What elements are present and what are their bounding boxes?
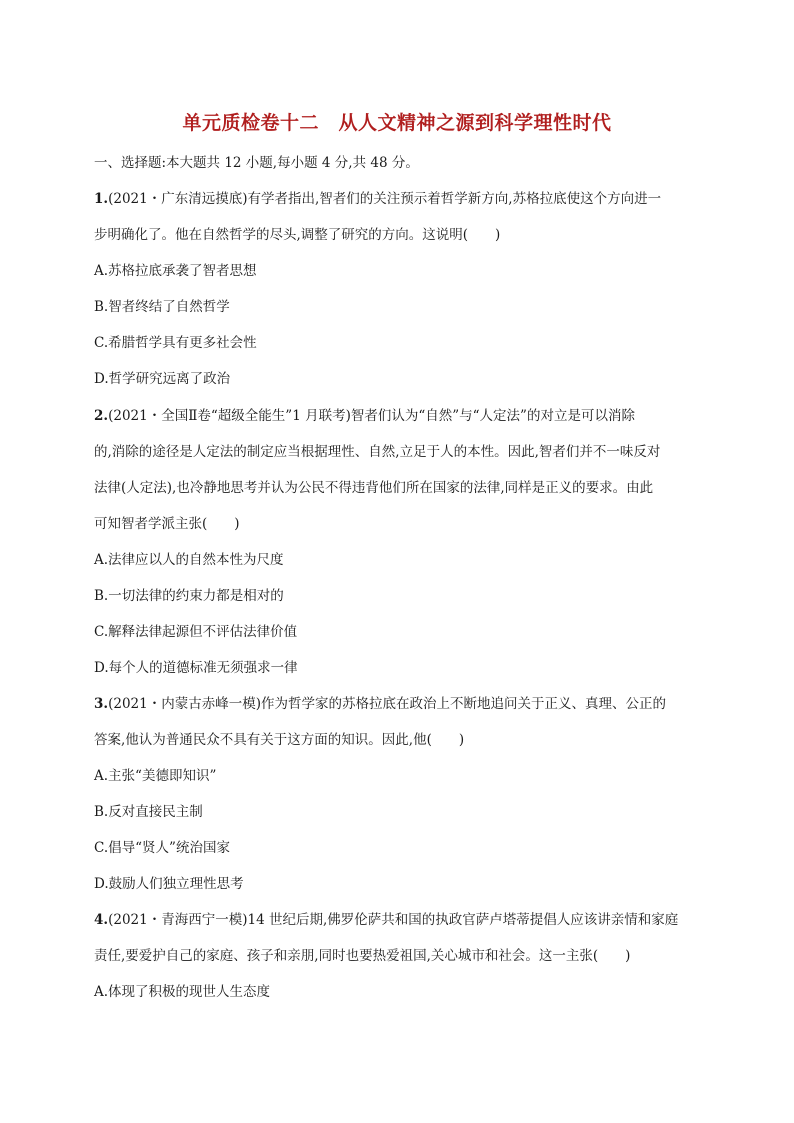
question-1-line-1 <box>94 189 714 209</box>
question-3-line-1 <box>94 694 714 714</box>
question-1-option-a: A.苏格拉底承袭了智者思想 <box>94 263 257 279</box>
question-3-option-c: C.倡导“贤人”统治国家 <box>94 840 230 856</box>
question-text: (2021・内蒙古赤峰一模)作为哲学家的苏格拉底在政治上不断地追问关于正义、真理、公正的 <box>108 696 666 712</box>
question-3-option-b: B.反对直接民主制 <box>94 804 203 820</box>
question-2-option-c: C.解释法律起源但不评估法律价值 <box>94 624 298 640</box>
question-1-option-c: C.希腊哲学具有更多社会性 <box>94 335 257 351</box>
question-2-line-1 <box>94 406 714 426</box>
question-2-line-3: 法律(人定法),也冷静地思考并认为公民不得违背他们所在国家的法律,同样是正义的要求。由此 <box>94 480 654 496</box>
question-4-line-2: 责任,要爱护自己的家庭、孩子和亲朋,同时也要热爱祖国,关心城市和社会。这一主张( ) <box>94 948 631 964</box>
question-number: 2. <box>94 408 109 424</box>
question-2-option-a: A.法律应以人的自然本性为尺度 <box>94 552 284 568</box>
question-number: 4. <box>94 912 109 928</box>
question-text: (2021・青海西宁一模)14 世纪后期,佛罗伦萨共和国的执政官萨卢塔蒂提倡人应该讲亲情和家庭 <box>108 912 679 928</box>
question-number: 1. <box>94 191 109 207</box>
question-4-line-1 <box>94 910 714 930</box>
page-title: 单元质检卷十二 从人文精神之源到科学理性时代 <box>182 112 612 134</box>
question-3-option-a: A.主张“美德即知识” <box>94 768 217 784</box>
question-2-line-4: 可知智者学派主张( ) <box>94 516 240 532</box>
question-4-option-a: A.体现了积极的现世人生态度 <box>94 984 271 1000</box>
question-3-line-2: 答案,他认为普通民众不具有关于这方面的知识。因此,他( ) <box>94 732 465 748</box>
question-1-option-b: B.智者终结了自然哲学 <box>94 299 230 315</box>
question-1-line-2: 步明确化了。他在自然哲学的尽头,调整了研究的方向。这说明( ) <box>94 227 501 243</box>
question-3-option-d: D.鼓励人们独立理性思考 <box>94 876 244 892</box>
question-1-option-d: D.哲学研究远离了政治 <box>94 371 231 387</box>
question-text: (2021・广东清远摸底)有学者指出,智者们的关注预示着哲学新方向,苏格拉底使这个方向进一 <box>108 191 662 207</box>
section-heading: 一、选择题:本大题共 12 小题,每小题 4 分,共 48 分。 <box>94 155 419 171</box>
question-2-option-d: D.每个人的道德标准无须强求一律 <box>94 660 298 676</box>
question-number: 3. <box>94 696 109 712</box>
question-2-option-b: B.一切法律的约束力都是相对的 <box>94 588 284 604</box>
question-2-line-2: 的,消除的途径是人定法的制定应当根据理性、自然,立足于人的本性。因此,智者们并不一味反对 <box>94 444 661 460</box>
question-text: (2021・全国Ⅱ卷“超级全能生”1 月联考)智者们认为“自然”与“人定法”的对立是可以消除 <box>108 408 635 424</box>
